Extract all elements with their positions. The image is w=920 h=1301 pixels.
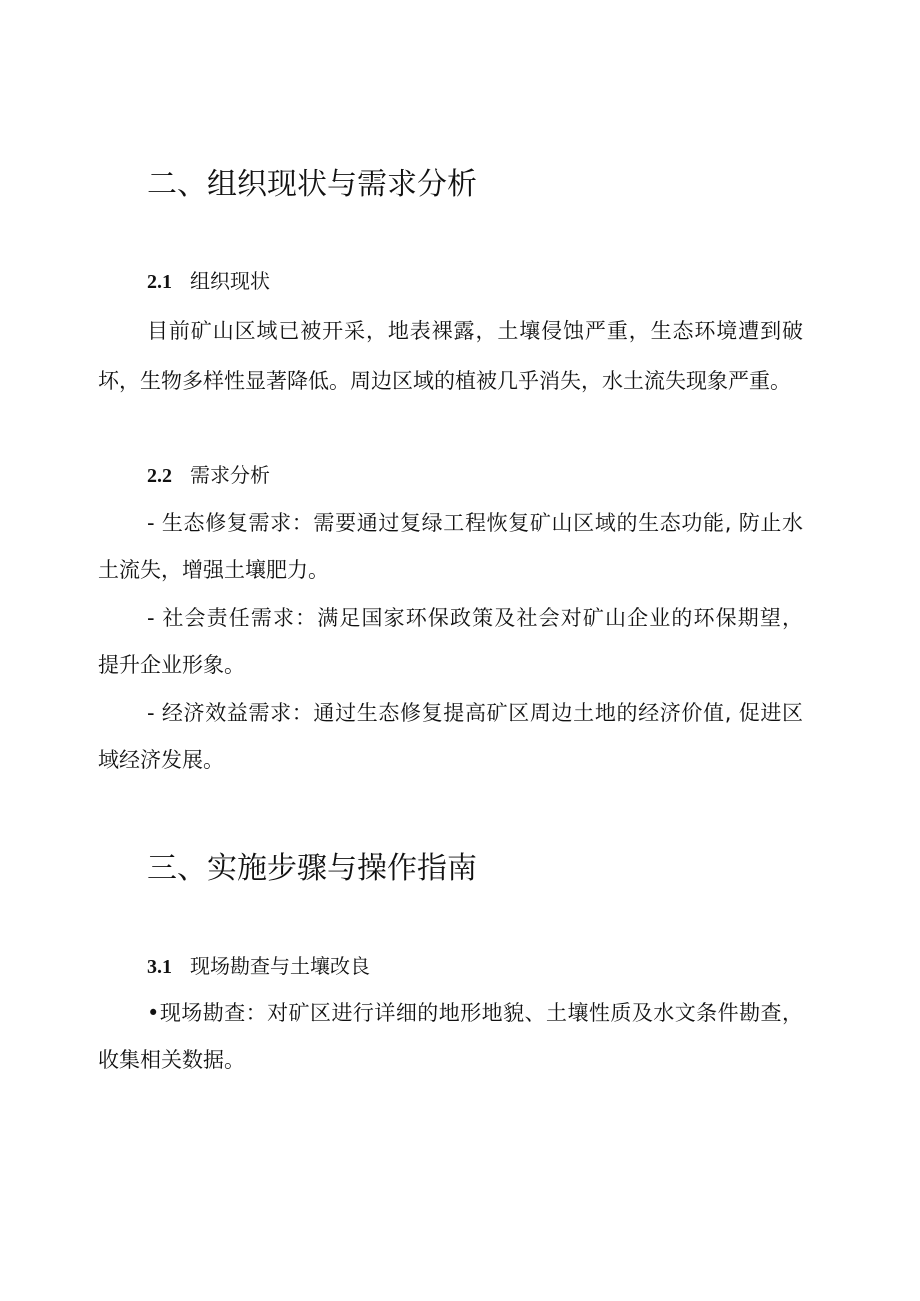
subsection-2-2-heading [147, 460, 270, 491]
need-item-3-line-2: 域经济发展。 [98, 748, 224, 772]
section-2-heading: 二、组织现状与需求分析 [147, 167, 477, 202]
need-item-2-line-2: 提升企业形象。 [98, 653, 245, 677]
paragraph-2-1-line-1: 目前矿山区域已被开采，地表裸露，土壤侵蚀严重，生态环境遭到破 [147, 319, 803, 343]
subsection-2-2-number: 2.2 [147, 465, 172, 487]
subsection-3-1-number: 3.1 [147, 956, 172, 978]
need-item-3-line-1: - 经济效益需求：通过生态修复提高矿区周边土地的经济价值, 促进区 [147, 701, 803, 725]
section-3-heading: 三、实施步骤与操作指南 [147, 851, 477, 886]
need-item-2-line-1: - 社会责任需求：满足国家环保政策及社会对矿山企业的环保期望， [147, 606, 803, 630]
subsection-2-1-heading [147, 266, 270, 297]
need-item-1-line-2: 土流失，增强土壤肥力。 [98, 558, 329, 582]
subsection-3-1-title: 现场勘查与土壤改良 [190, 954, 370, 978]
paragraph-2-1-line-2: 坏，生物多样性显著降低。周边区域的植被几乎消失，水土流失现象严重。 [98, 369, 791, 393]
subsection-2-1-title: 组织现状 [190, 269, 270, 293]
subsection-3-1-heading [147, 951, 370, 982]
survey-item-line-2: 收集相关数据。 [98, 1048, 245, 1072]
subsection-2-2-title: 需求分析 [190, 463, 270, 487]
need-item-1-line-1: - 生态修复需求：需要通过复绿工程恢复矿山区域的生态功能, 防止水 [147, 511, 803, 535]
subsection-2-1-number: 2.1 [147, 271, 172, 293]
survey-item-line-1: •现场勘查：对矿区进行详细的地形地貌、土壤性质及水文条件勘查， [147, 1001, 803, 1025]
